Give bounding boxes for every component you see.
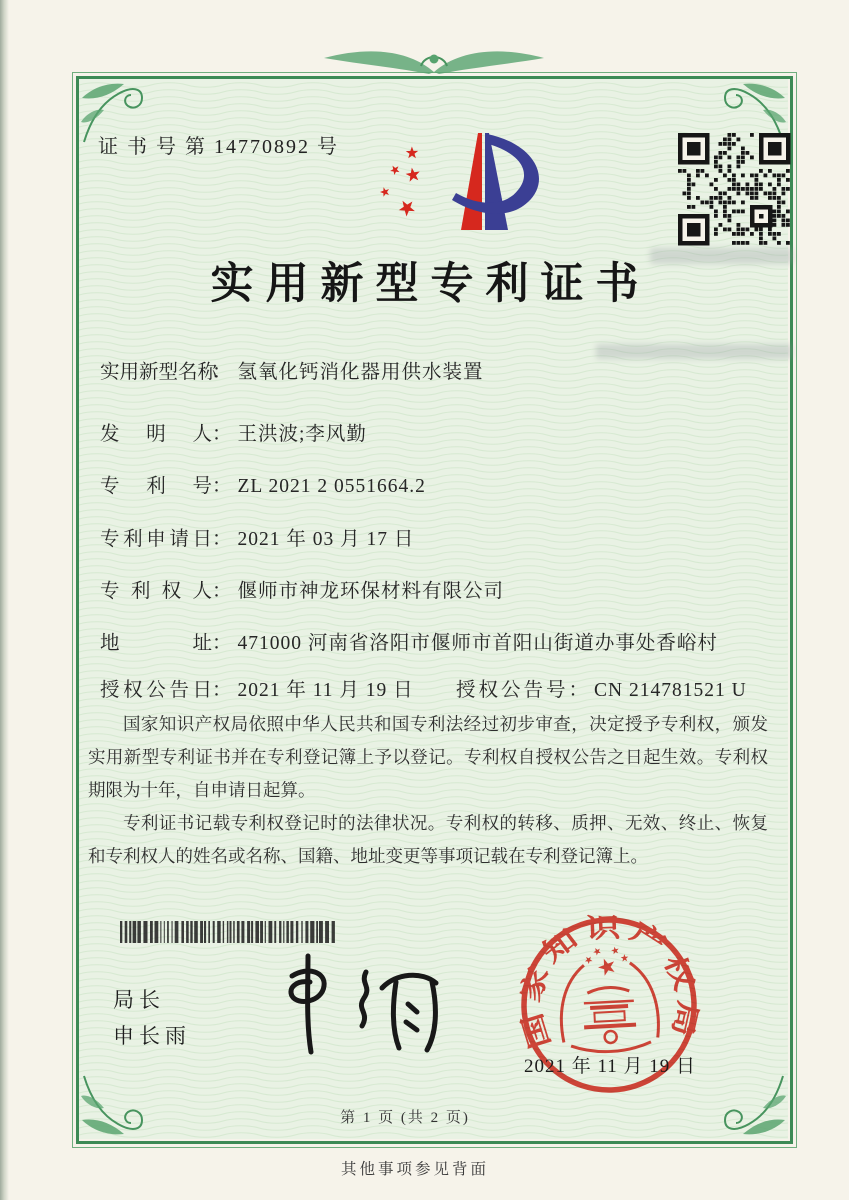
cnipa-logo-icon xyxy=(360,120,540,240)
field-label: 地址 xyxy=(100,633,212,654)
page-number: 第 1 页 (共 2 页) xyxy=(340,1110,470,1126)
director-title: 局长 xyxy=(113,988,165,1012)
field-row-patentee: 专利权人： 偃师市神龙环保材料有限公司 xyxy=(100,575,504,603)
field-value: 偃师市神龙环保材料有限公司 xyxy=(237,581,505,602)
field-value: 氢氧化钙消化器用供水装置 xyxy=(237,362,484,383)
field-row-address: 地址： 471000 河南省洛阳市偃师市首阳山街道办事处香峪村 xyxy=(100,627,718,655)
field-value: 2021 年 11 月 19 日 xyxy=(237,680,414,701)
director-block xyxy=(113,982,191,1054)
field-value: 王洪波;李风勤 xyxy=(237,424,367,445)
national-emblem-icon xyxy=(558,945,660,1054)
seal-date: 2021 年 11 月 19 日 xyxy=(524,1056,697,1077)
field-label: 授权公告日 xyxy=(100,680,212,701)
legal-paragraph: 专利证书记载专利权登记时的法律状况。专利权的转移、质押、无效、终止、恢复和专利权人的姓名或名称、国籍、地址变更等事项记载在专利登记簿上。 xyxy=(88,813,768,866)
field-row-filing-date: 专利申请日： 2021 年 03 月 17 日 xyxy=(100,523,414,551)
legal-text xyxy=(88,708,768,873)
field-label: 专利权人 xyxy=(100,581,212,602)
field-value: 471000 河南省洛阳市偃师市首阳山街道办事处香峪村 xyxy=(237,633,718,654)
field-row-patent-number: 专利号： ZL 2021 2 0551664.2 xyxy=(100,470,426,498)
field-label: 授权公告号 xyxy=(456,680,569,701)
barcode-icon xyxy=(120,921,336,943)
seal-text: 国家知识产权局 xyxy=(515,912,704,1052)
top-border-ornament-icon xyxy=(309,46,559,78)
director-name: 申长雨 xyxy=(113,1024,191,1048)
field-row-name: 实用新型名称： 氢氧化钙消化器用供水装置 xyxy=(100,356,484,384)
back-side-note: 其他事项参见背面 xyxy=(340,1161,489,1178)
field-value: 2021 年 03 月 17 日 xyxy=(237,529,415,550)
director-signature-icon xyxy=(246,946,464,1066)
field-row-grant: 授权公告日： 2021 年 11 月 19 日 授权公告号： CN 214781521 U xyxy=(100,674,414,702)
field-label: 发明人 xyxy=(100,424,212,445)
field-row-inventor: 发明人： 王洪波;李风勤 xyxy=(100,418,367,446)
certificate-number: 证 书 号 第 14770892 号 xyxy=(98,136,339,158)
field-value: ZL 2021 2 0551664.2 xyxy=(237,476,426,497)
scan-bleedthrough-smudge xyxy=(596,344,792,359)
grant-number-group: 授权公告号： CN 214781521 U xyxy=(456,680,747,701)
certificate-title: 实用新型专利证书 xyxy=(210,261,651,308)
field-value: CN 214781521 U xyxy=(594,680,747,701)
field-label: 专利号 xyxy=(100,476,212,497)
field-label: 专利申请日 xyxy=(100,529,212,550)
field-label: 实用新型名称 xyxy=(100,362,218,383)
scan-left-edge xyxy=(0,0,9,1200)
qr-code-icon xyxy=(678,133,791,246)
legal-paragraph: 国家知识产权局依照中华人民共和国专利法经过初步审查，决定授予专利权，颁发实用新型专利证书并在专利登记簿上予以登记。专利权自授权公告之日起生效。专利权期限为十年，自申请日起算。 xyxy=(88,714,768,800)
